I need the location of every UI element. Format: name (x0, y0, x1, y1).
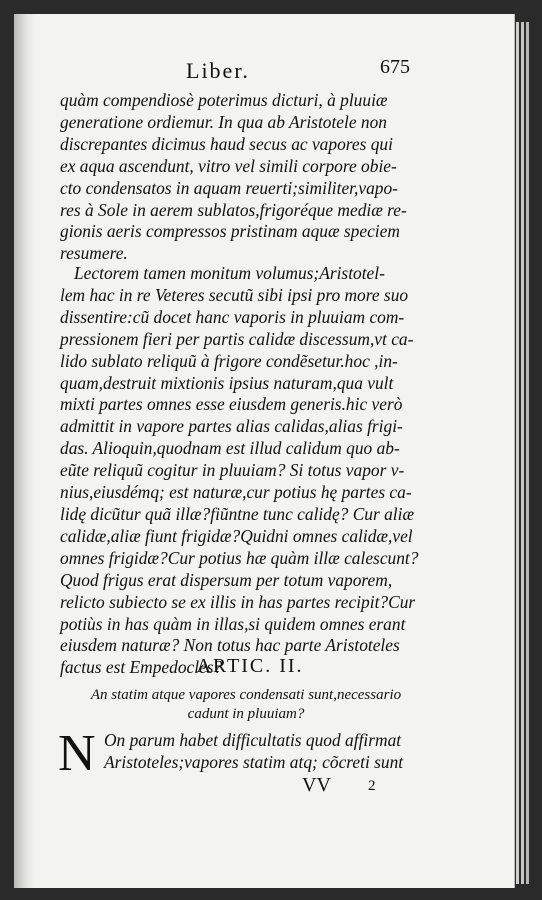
text-line: mixti partes omnes esse eiusdem generis.hic verò (60, 394, 403, 415)
signature-mark: VV (302, 774, 331, 796)
text-line: cto condensatos in aquam reuerti;similiter,vapo- (60, 177, 398, 198)
text-line: Lectorem tamen monitum volumus;Aristotel- (74, 263, 385, 283)
text-line: discrepantes dicimus haud secus ac vapores qui (60, 133, 393, 154)
text-line: resumere. (60, 243, 128, 264)
page-edge (516, 22, 519, 884)
paragraph-2 (60, 263, 432, 679)
text-line: eiusdem naturæ? Non totus hac parte Aristoteles (60, 635, 400, 656)
text-line: Aristoteles;vapores statim atq; cõcreti sunt (104, 751, 404, 772)
text-line: relicto subiecto se ex illis in has partes recipit?Cur (60, 591, 416, 612)
text-line: das. Alioquin,quodnam est illud calidum quo ab- (60, 438, 400, 459)
text-line: lido sublato reliquũ à frigore condẽsetur.hoc ,in- (60, 350, 398, 371)
drop-cap: N (58, 725, 96, 782)
text-line: quàm compendiosè poterimus dicturi, à pluuiæ (60, 90, 388, 110)
text-line: factus est Empedocles? (60, 657, 223, 678)
text-line: admittit in vapore partes alias calidas,alias frigi- (60, 416, 403, 437)
text-line: ex aqua ascendunt, vitro vel simili corpore obie- (60, 155, 397, 176)
text-line: eũte reliquũ cogitur in pluuiam? Si totus vapor v- (60, 460, 405, 481)
section-subtitle (60, 686, 432, 724)
text-line: lem hac in re Veteres secutũ sibi ipsi pro more suo (60, 284, 409, 305)
text-line: Quod frigus erat dispersum per totum vaporem, (60, 569, 393, 590)
text-line: gionis aeris compressos pristinam aquæ speciem (60, 221, 400, 242)
page-number: 675 (380, 56, 410, 78)
text-line: generatione ordiemur. In qua ab Aristotele non (60, 111, 388, 132)
paragraph-1 (60, 90, 432, 265)
text-line: quam,destruit mixtionis ipsius naturam,qua vult (60, 372, 394, 393)
text-line: pressionem fieri per partis calidæ discessum,vt ca- (60, 328, 414, 349)
section-heading: ARTIC. II. (196, 655, 304, 677)
signature-number: 2 (368, 778, 376, 794)
subtitle-line: An statim atque vapores condensati sunt,necessario (90, 687, 402, 703)
paragraph-3 (104, 730, 432, 774)
text-line: res à Sole in aerem sublatos,frigoréque mediæ re- (60, 199, 407, 220)
page-gutter-shadow (14, 14, 36, 888)
text-line: On parum habet difficultatis quod affirmat (104, 730, 402, 750)
text-line: calidæ,aliæ fiunt frigidæ?Quidni omnes calidæ,vel (60, 525, 413, 546)
text-line: dissentire:cũ docet hanc vaporis in pluuiam com- (60, 306, 405, 327)
subtitle-line: cadunt in pluuiam? (187, 706, 305, 722)
text-line: nius,eiusdémq; est naturæ,cur potius hę partes ca- (60, 482, 412, 503)
page-edge (521, 22, 524, 884)
text-line: lidę dicũtur quã illæ?fiũntne tunc calidę? Cur aliæ (60, 503, 415, 524)
running-head: Liber. (186, 58, 250, 83)
text-line: omnes frigidæ?Cur potius hæ quàm illæ calescunt? (60, 547, 419, 568)
text-line: potiùs in has quàm in illas,si quidem omnes erant (60, 613, 406, 634)
page-edge (526, 22, 529, 884)
